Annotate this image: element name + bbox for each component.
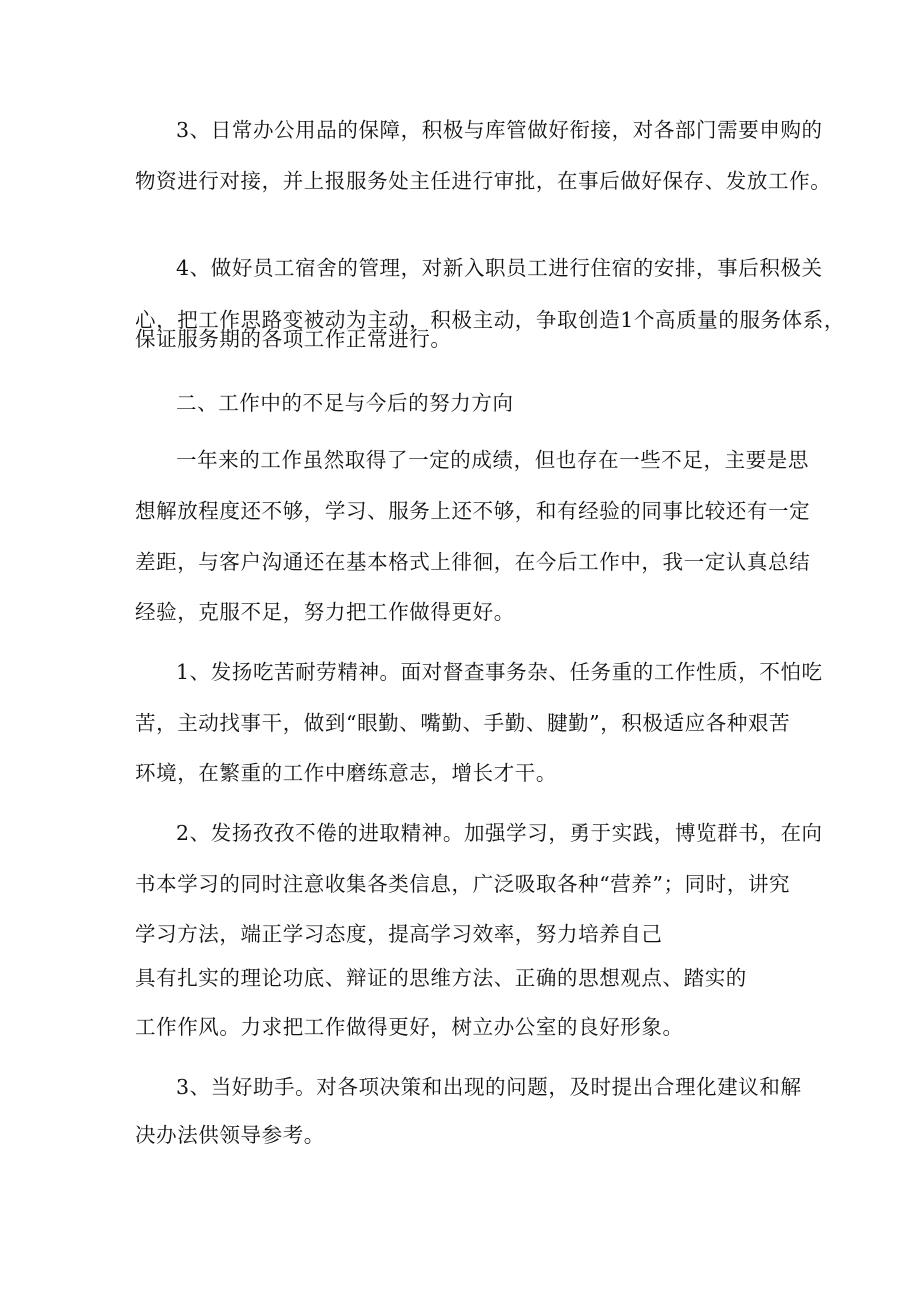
paragraph-line: 3、当好助手。对各项决策和出现的问题，及时提出合理化建议和解	[176, 1075, 802, 1099]
paragraph-line: 3、日常办公用品的保障，积极与库管做好衔接，对各部门需要申购的	[176, 118, 823, 142]
paragraph-line: 苦，主动找事干，做到“眼勤、嘴勤、手勤、腱勤”，积极适应各种艰苦	[135, 711, 791, 735]
paragraph-line: 差距，与客户沟通还在基本格式上徘徊，在今后工作中，我一定认真总结	[135, 550, 811, 574]
paragraph-line: 决办法供领导参考。	[135, 1123, 325, 1147]
paragraph-line: 经验，克服不足，努力把工作做得更好。	[135, 600, 515, 624]
paragraph-line: 4、做好员工宿舍的管理，对新入职员工进行住宿的安排，事后积极关	[176, 256, 823, 280]
paragraph-line: 具有扎实的理论功底、辩证的思维方法、正确的思想观点、踏实的	[135, 966, 747, 990]
paragraph-line: 学习方法，端正学习态度，提高学习效率，努力培养自己	[135, 922, 663, 946]
paragraph-line: 物资进行对接，并上报服务处主任进行审批，在事后做好保存、发放工作。	[135, 169, 832, 193]
paragraph-line: 一年来的工作虽然取得了一定的成绩，但也存在一些不足，主要是思	[176, 448, 809, 472]
paragraph-line: 保证服务期的各项工作正常进行。	[135, 327, 452, 351]
paragraph-line: 书本学习的同时注意收集各类信息，广泛吸取各种“营养”；同时，讲究	[135, 872, 791, 896]
paragraph-line: 2、发扬孜孜不倦的进取精神。加强学习，勇于实践，博览群书，在向	[176, 821, 823, 845]
paragraph-line: 1、发扬吃苦耐劳精神。面对督查事务杂、任务重的工作性质，不怕吃	[176, 660, 823, 684]
paragraph-line: 环境，在繁重的工作中磨练意志，增长才干。	[135, 761, 557, 785]
section-heading: 二、工作中的不足与今后的努力方向	[176, 391, 514, 415]
paragraph-line: 心，把工作思路变被动为主动，积极主动，争取创造1个高质量的服务体系，	[135, 308, 845, 332]
paragraph-line: 工作作风。力求把工作做得更好，树立办公室的良好形象。	[135, 1015, 684, 1039]
paragraph-line: 想解放程度还不够，学习、服务上还不够，和有经验的同事比较还有一定	[135, 499, 811, 523]
